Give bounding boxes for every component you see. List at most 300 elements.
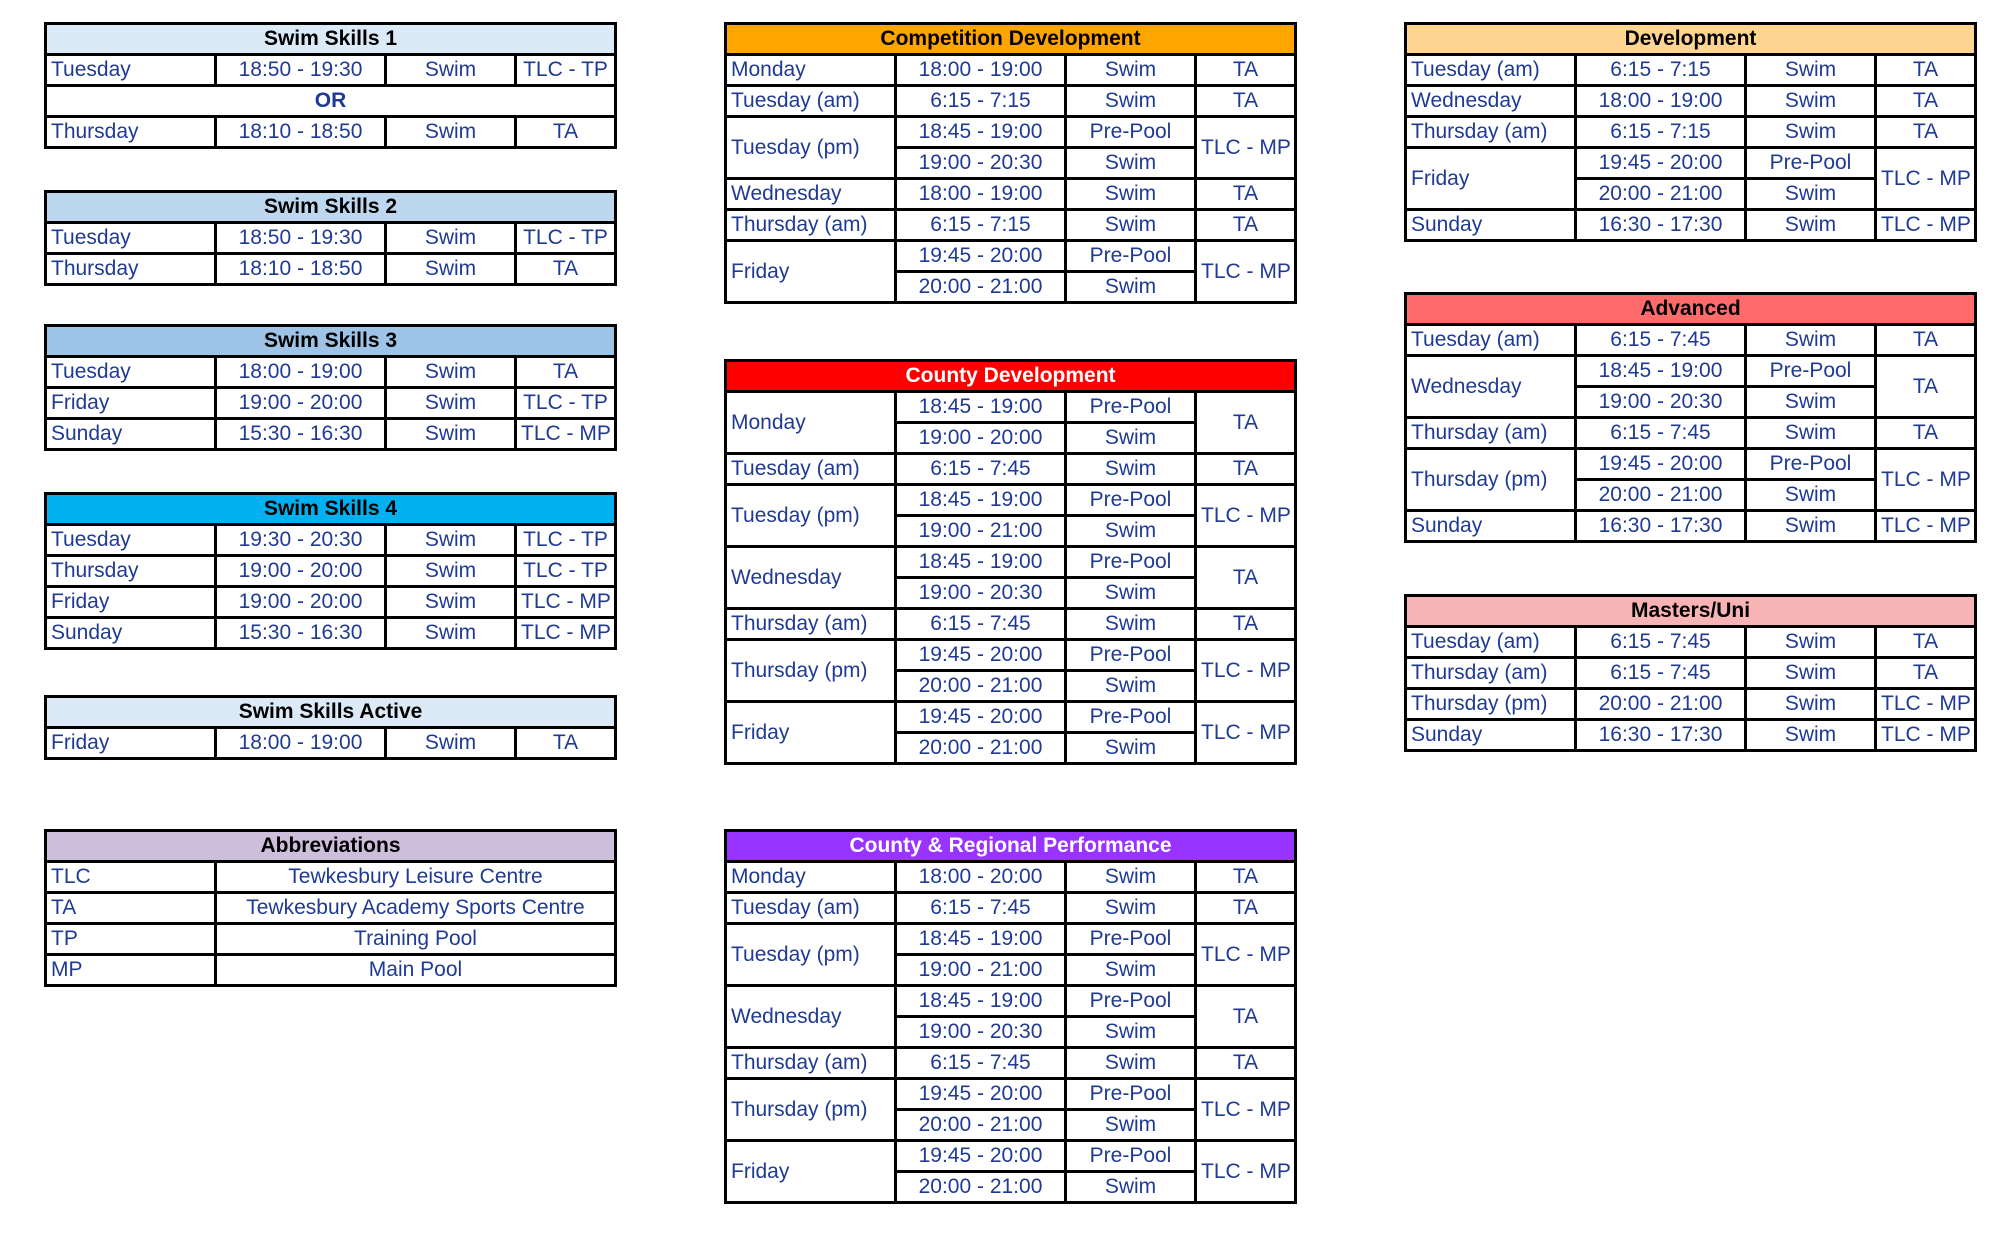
session-time: 18:00 - 19:00 — [896, 55, 1066, 86]
session-type: Swim — [1066, 210, 1196, 241]
session-type: Swim — [1066, 1172, 1196, 1203]
session-type: Swim — [1066, 1017, 1196, 1048]
table-title: County & Regional Performance — [726, 831, 1296, 862]
session-time: 16:30 - 17:30 — [1576, 720, 1746, 751]
table-row — [46, 55, 616, 86]
session-time: 20:00 - 21:00 — [896, 1172, 1066, 1203]
session-venue: TA — [1876, 325, 1976, 356]
session-time: 19:00 - 20:30 — [896, 148, 1066, 179]
abbreviation-code: TP — [46, 924, 216, 955]
session-venue: TA — [1876, 356, 1976, 418]
session-time: 6:15 - 7:15 — [896, 210, 1066, 241]
table-row — [1406, 418, 1976, 449]
session-time: 19:45 - 20:00 — [1576, 449, 1746, 480]
table-row — [46, 728, 616, 759]
session-type: Swim — [1746, 117, 1876, 148]
session-time: 6:15 - 7:45 — [896, 893, 1066, 924]
session-time: 15:30 - 16:30 — [216, 419, 386, 450]
schedule-table — [724, 359, 1297, 765]
session-time: 18:45 - 19:00 — [1576, 356, 1746, 387]
session-type: Swim — [386, 223, 516, 254]
session-time: 19:45 - 20:00 — [896, 640, 1066, 671]
session-venue: TLC - MP — [516, 419, 616, 450]
table-row — [1406, 689, 1976, 720]
session-day: Friday — [46, 587, 216, 618]
session-type: Swim — [1746, 55, 1876, 86]
session-time: 19:45 - 20:00 — [896, 702, 1066, 733]
schedule-swim-skills-1 — [44, 22, 614, 149]
table-row — [726, 86, 1296, 117]
session-time: 6:15 - 7:45 — [896, 1048, 1066, 1079]
session-type: Pre-Pool — [1066, 117, 1196, 148]
session-time: 20:00 - 21:00 — [896, 733, 1066, 764]
session-time: 20:00 - 21:00 — [896, 272, 1066, 303]
session-type: Pre-Pool — [1066, 1079, 1196, 1110]
session-type: Swim — [1066, 1110, 1196, 1141]
session-type: Swim — [1746, 511, 1876, 542]
session-time: 19:45 - 20:00 — [1576, 148, 1746, 179]
session-day: Tuesday (am) — [726, 86, 896, 117]
session-venue: TA — [1196, 1048, 1296, 1079]
session-day: Thursday — [46, 117, 216, 148]
session-venue: TA — [1876, 418, 1976, 449]
session-day: Wednesday — [726, 986, 896, 1048]
table-row — [726, 640, 1296, 671]
session-time: 19:45 - 20:00 — [896, 1079, 1066, 1110]
abbreviation-code: TA — [46, 893, 216, 924]
table-row — [726, 1079, 1296, 1110]
session-time: 19:00 - 20:00 — [896, 423, 1066, 454]
session-day: Sunday — [46, 419, 216, 450]
table-row — [1406, 86, 1976, 117]
session-time: 6:15 - 7:45 — [896, 609, 1066, 640]
session-type: Pre-Pool — [1066, 485, 1196, 516]
table-row — [1406, 117, 1976, 148]
schedule-table — [1404, 22, 1977, 242]
session-time: 19:00 - 20:00 — [216, 587, 386, 618]
table-row — [1406, 511, 1976, 542]
session-day: Thursday (am) — [1406, 117, 1576, 148]
session-type: Swim — [1066, 609, 1196, 640]
session-time: 19:00 - 20:30 — [896, 578, 1066, 609]
session-day: Friday — [726, 241, 896, 303]
session-time: 18:50 - 19:30 — [216, 55, 386, 86]
schedule-swim-skills-active — [44, 695, 614, 760]
session-time: 6:15 - 7:45 — [896, 454, 1066, 485]
table-row — [1406, 720, 1976, 751]
table-row — [46, 357, 616, 388]
session-day: Thursday (am) — [726, 1048, 896, 1079]
abbreviation-code: TLC — [46, 862, 216, 893]
session-time: 18:00 - 20:00 — [896, 862, 1066, 893]
table-row — [1406, 210, 1976, 241]
session-venue: TLC - MP — [1196, 117, 1296, 179]
session-day: Thursday (pm) — [726, 640, 896, 702]
table-row — [46, 924, 616, 955]
session-day: Tuesday — [46, 55, 216, 86]
session-time: 18:00 - 19:00 — [216, 357, 386, 388]
schedule-county-development — [724, 359, 1294, 765]
table-row — [46, 86, 616, 117]
session-type: Swim — [1066, 55, 1196, 86]
table-title: Swim Skills 4 — [46, 494, 616, 525]
session-venue: TLC - MP — [1196, 640, 1296, 702]
session-time: 18:45 - 19:00 — [896, 986, 1066, 1017]
table-title: Swim Skills 3 — [46, 326, 616, 357]
table-row — [726, 609, 1296, 640]
table-row — [726, 924, 1296, 955]
schedule-table — [44, 695, 617, 760]
session-day: Friday — [46, 728, 216, 759]
session-time: 20:00 - 21:00 — [1576, 689, 1746, 720]
table-row — [1406, 356, 1976, 387]
table-title: Development — [1406, 24, 1976, 55]
session-day: Tuesday (am) — [726, 893, 896, 924]
session-type: Swim — [1066, 454, 1196, 485]
schedule-table — [44, 190, 617, 286]
session-venue: TLC - MP — [1196, 241, 1296, 303]
table-row — [726, 547, 1296, 578]
session-type: Swim — [1066, 1048, 1196, 1079]
session-day: Monday — [726, 862, 896, 893]
table-row — [726, 986, 1296, 1017]
session-day: Sunday — [1406, 511, 1576, 542]
session-type: Pre-Pool — [1066, 547, 1196, 578]
session-type: Pre-Pool — [1066, 986, 1196, 1017]
session-type: Swim — [1746, 720, 1876, 751]
session-type: Swim — [1066, 893, 1196, 924]
session-day: Friday — [726, 702, 896, 764]
session-time: 20:00 - 21:00 — [896, 671, 1066, 702]
session-venue: TLC - MP — [1876, 210, 1976, 241]
table-row — [1406, 449, 1976, 480]
table-row — [46, 254, 616, 285]
session-venue: TA — [1876, 86, 1976, 117]
session-type: Swim — [1066, 862, 1196, 893]
session-venue: TA — [1196, 179, 1296, 210]
schedule-table — [44, 829, 617, 987]
session-type: Swim — [1746, 210, 1876, 241]
session-type: Swim — [1066, 272, 1196, 303]
schedule-competition-development — [724, 22, 1294, 304]
session-type: Swim — [386, 388, 516, 419]
session-type: Swim — [1746, 627, 1876, 658]
or-separator: OR — [46, 86, 616, 117]
session-day: Sunday — [1406, 720, 1576, 751]
session-venue: TA — [1196, 392, 1296, 454]
session-type: Swim — [1746, 658, 1876, 689]
table-row — [1406, 325, 1976, 356]
session-type: Swim — [1746, 418, 1876, 449]
session-venue: TLC - MP — [1196, 1079, 1296, 1141]
session-type: Swim — [386, 117, 516, 148]
schedule-abbreviations — [44, 829, 614, 987]
session-time: 18:50 - 19:30 — [216, 223, 386, 254]
table-row — [726, 1048, 1296, 1079]
session-venue: TLC - MP — [1876, 720, 1976, 751]
session-day: Tuesday — [46, 223, 216, 254]
session-type: Swim — [386, 587, 516, 618]
session-time: 19:00 - 20:00 — [216, 388, 386, 419]
session-time: 18:45 - 19:00 — [896, 547, 1066, 578]
session-day: Tuesday (pm) — [726, 924, 896, 986]
session-day: Thursday — [46, 556, 216, 587]
session-time: 19:00 - 20:00 — [216, 556, 386, 587]
table-row — [726, 179, 1296, 210]
session-type: Swim — [1066, 86, 1196, 117]
session-type: Swim — [386, 618, 516, 649]
session-type: Swim — [386, 55, 516, 86]
session-type: Pre-Pool — [1066, 924, 1196, 955]
session-venue: TLC - MP — [1196, 702, 1296, 764]
session-venue: TLC - MP — [1876, 449, 1976, 511]
schedule-table — [44, 324, 617, 451]
session-type: Swim — [386, 357, 516, 388]
table-row — [726, 454, 1296, 485]
schedule-advanced — [1404, 292, 1974, 543]
session-time: 20:00 - 21:00 — [896, 1110, 1066, 1141]
session-venue: TA — [1876, 55, 1976, 86]
session-day: Sunday — [46, 618, 216, 649]
session-venue: TLC - TP — [516, 223, 616, 254]
table-row — [726, 241, 1296, 272]
table-row — [46, 525, 616, 556]
session-day: Wednesday — [726, 547, 896, 609]
session-venue: TLC - TP — [516, 525, 616, 556]
table-row — [726, 893, 1296, 924]
table-row — [46, 618, 616, 649]
session-venue: TLC - MP — [1196, 485, 1296, 547]
abbreviation-meaning: Tewkesbury Academy Sports Centre — [216, 893, 616, 924]
session-day: Tuesday (pm) — [726, 117, 896, 179]
abbreviation-meaning: Main Pool — [216, 955, 616, 986]
session-venue: TA — [1196, 547, 1296, 609]
table-row — [46, 862, 616, 893]
session-venue: TA — [1196, 55, 1296, 86]
session-venue: TA — [516, 357, 616, 388]
table-title: Swim Skills 2 — [46, 192, 616, 223]
session-day: Tuesday (pm) — [726, 485, 896, 547]
session-time: 19:45 - 20:00 — [896, 1141, 1066, 1172]
schedule-county-and-regional-performance — [724, 829, 1294, 1204]
session-type: Swim — [386, 728, 516, 759]
session-type: Pre-Pool — [1066, 1141, 1196, 1172]
session-time: 18:45 - 19:00 — [896, 392, 1066, 423]
session-day: Friday — [726, 1141, 896, 1203]
session-type: Swim — [1746, 689, 1876, 720]
table-title: Competition Development — [726, 24, 1296, 55]
schedule-table — [724, 829, 1297, 1204]
session-venue: TA — [1196, 86, 1296, 117]
session-time: 19:30 - 20:30 — [216, 525, 386, 556]
session-day: Thursday — [46, 254, 216, 285]
schedule-development — [1404, 22, 1974, 242]
session-type: Swim — [1066, 423, 1196, 454]
table-title: Masters/Uni — [1406, 596, 1976, 627]
session-time: 6:15 - 7:45 — [1576, 627, 1746, 658]
session-type: Swim — [1066, 148, 1196, 179]
table-row — [46, 556, 616, 587]
session-day: Sunday — [1406, 210, 1576, 241]
table-row — [726, 485, 1296, 516]
session-venue: TLC - MP — [1196, 1141, 1296, 1203]
session-type: Swim — [1066, 671, 1196, 702]
session-type: Swim — [386, 254, 516, 285]
session-time: 18:10 - 18:50 — [216, 117, 386, 148]
session-venue: TLC - MP — [1876, 148, 1976, 210]
session-venue: TA — [1196, 454, 1296, 485]
session-day: Tuesday — [46, 357, 216, 388]
table-row — [726, 1141, 1296, 1172]
session-venue: TA — [516, 117, 616, 148]
session-time: 20:00 - 21:00 — [1576, 179, 1746, 210]
session-time: 15:30 - 16:30 — [216, 618, 386, 649]
table-row — [726, 702, 1296, 733]
table-row — [726, 55, 1296, 86]
schedule-table — [44, 492, 617, 650]
session-time: 18:45 - 19:00 — [896, 117, 1066, 148]
session-type: Pre-Pool — [1746, 356, 1876, 387]
table-row — [726, 210, 1296, 241]
session-time: 19:00 - 20:30 — [896, 1017, 1066, 1048]
table-row — [46, 587, 616, 618]
session-time: 19:00 - 21:00 — [896, 955, 1066, 986]
session-day: Thursday (pm) — [1406, 689, 1576, 720]
session-day: Thursday (pm) — [1406, 449, 1576, 511]
session-day: Tuesday (am) — [726, 454, 896, 485]
session-time: 18:45 - 19:00 — [896, 924, 1066, 955]
session-type: Swim — [1066, 179, 1196, 210]
session-venue: TA — [516, 254, 616, 285]
session-type: Swim — [1066, 733, 1196, 764]
session-venue: TLC - TP — [516, 388, 616, 419]
session-venue: TA — [1196, 986, 1296, 1048]
session-time: 16:30 - 17:30 — [1576, 511, 1746, 542]
session-time: 18:00 - 19:00 — [1576, 86, 1746, 117]
table-title: Swim Skills 1 — [46, 24, 616, 55]
session-type: Swim — [1746, 179, 1876, 210]
session-time: 6:15 - 7:45 — [1576, 325, 1746, 356]
session-day: Tuesday (am) — [1406, 325, 1576, 356]
session-venue: TLC - TP — [516, 556, 616, 587]
session-venue: TA — [516, 728, 616, 759]
table-row — [1406, 55, 1976, 86]
session-type: Swim — [1066, 955, 1196, 986]
session-time: 6:15 - 7:15 — [1576, 55, 1746, 86]
table-row — [726, 117, 1296, 148]
session-day: Thursday (am) — [1406, 658, 1576, 689]
session-venue: TA — [1196, 210, 1296, 241]
session-venue: TLC - MP — [1196, 924, 1296, 986]
session-type: Swim — [386, 556, 516, 587]
session-venue: TLC - MP — [516, 618, 616, 649]
schedule-swim-skills-3 — [44, 324, 614, 451]
schedule-table — [1404, 292, 1977, 543]
schedule-swim-skills-4 — [44, 492, 614, 650]
session-type: Pre-Pool — [1066, 241, 1196, 272]
session-day: Monday — [726, 55, 896, 86]
session-time: 6:15 - 7:15 — [1576, 117, 1746, 148]
table-row — [726, 862, 1296, 893]
table-row — [46, 117, 616, 148]
session-type: Pre-Pool — [1066, 702, 1196, 733]
session-venue: TA — [1196, 893, 1296, 924]
table-row — [46, 893, 616, 924]
table-row — [726, 392, 1296, 423]
session-venue: TA — [1876, 627, 1976, 658]
session-type: Pre-Pool — [1746, 449, 1876, 480]
session-time: 6:15 - 7:45 — [1576, 418, 1746, 449]
session-venue: TA — [1876, 117, 1976, 148]
table-row — [46, 955, 616, 986]
schedule-swim-skills-2 — [44, 190, 614, 286]
session-type: Swim — [1746, 387, 1876, 418]
session-day: Monday — [726, 392, 896, 454]
session-venue: TLC - MP — [1876, 689, 1976, 720]
session-time: 18:10 - 18:50 — [216, 254, 386, 285]
session-day: Wednesday — [726, 179, 896, 210]
session-type: Swim — [386, 419, 516, 450]
session-time: 20:00 - 21:00 — [1576, 480, 1746, 511]
abbreviation-meaning: Training Pool — [216, 924, 616, 955]
session-venue: TLC - MP — [1876, 511, 1976, 542]
session-time: 16:30 - 17:30 — [1576, 210, 1746, 241]
session-type: Swim — [386, 525, 516, 556]
session-time: 19:00 - 21:00 — [896, 516, 1066, 547]
session-type: Swim — [1066, 578, 1196, 609]
session-day: Thursday (pm) — [726, 1079, 896, 1141]
session-time: 19:00 - 20:30 — [1576, 387, 1746, 418]
session-time: 6:15 - 7:45 — [1576, 658, 1746, 689]
session-type: Swim — [1746, 86, 1876, 117]
session-day: Tuesday — [46, 525, 216, 556]
table-row — [1406, 148, 1976, 179]
session-time: 18:00 - 19:00 — [216, 728, 386, 759]
session-time: 6:15 - 7:15 — [896, 86, 1066, 117]
schedule-masters-uni — [1404, 594, 1974, 752]
session-venue: TA — [1196, 609, 1296, 640]
schedule-table — [724, 22, 1297, 304]
session-type: Swim — [1066, 516, 1196, 547]
session-day: Thursday (am) — [726, 210, 896, 241]
session-type: Swim — [1746, 325, 1876, 356]
session-type: Pre-Pool — [1066, 640, 1196, 671]
session-venue: TA — [1196, 862, 1296, 893]
session-day: Friday — [1406, 148, 1576, 210]
session-venue: TLC - TP — [516, 55, 616, 86]
session-type: Pre-Pool — [1746, 148, 1876, 179]
table-row — [46, 419, 616, 450]
table-row — [1406, 658, 1976, 689]
session-day: Wednesday — [1406, 86, 1576, 117]
session-type: Swim — [1746, 480, 1876, 511]
table-row — [46, 223, 616, 254]
abbreviation-code: MP — [46, 955, 216, 986]
abbreviation-meaning: Tewkesbury Leisure Centre — [216, 862, 616, 893]
session-venue: TA — [1876, 658, 1976, 689]
session-venue: TLC - MP — [516, 587, 616, 618]
schedule-table — [44, 22, 617, 149]
session-day: Tuesday (am) — [1406, 627, 1576, 658]
session-day: Thursday (am) — [726, 609, 896, 640]
table-title: Advanced — [1406, 294, 1976, 325]
table-row — [46, 388, 616, 419]
session-time: 18:00 - 19:00 — [896, 179, 1066, 210]
session-day: Friday — [46, 388, 216, 419]
session-day: Thursday (am) — [1406, 418, 1576, 449]
schedule-table — [1404, 594, 1977, 752]
session-type: Pre-Pool — [1066, 392, 1196, 423]
